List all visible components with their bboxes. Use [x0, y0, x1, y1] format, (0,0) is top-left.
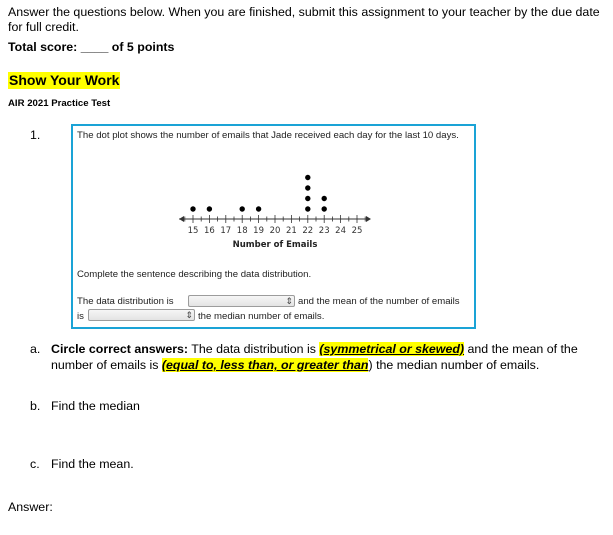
- tick-label: 15: [187, 226, 199, 236]
- question-box: [71, 124, 476, 329]
- show-work-heading: Show Your Work: [9, 72, 120, 88]
- score-suffix: of 5 points: [111, 40, 175, 54]
- data-dot: [305, 175, 310, 180]
- tick-label: 22: [302, 226, 314, 236]
- part-a: [51, 341, 611, 373]
- distribution-dropdown[interactable]: [188, 295, 295, 307]
- tick-label: 23: [318, 226, 330, 236]
- data-dot: [305, 206, 310, 211]
- data-dot: [240, 206, 245, 211]
- mean-comparison-dropdown[interactable]: [88, 309, 195, 321]
- part-c-letter: c.: [30, 457, 40, 471]
- sentence-part2: and the mean of the number of emails: [298, 296, 460, 307]
- tick-label: 17: [220, 226, 232, 236]
- data-dot: [305, 185, 310, 190]
- data-dot: [322, 196, 327, 201]
- dropdown-arrow-icon: ⇕: [285, 296, 293, 306]
- dropdown-arrow-icon: ⇕: [185, 310, 193, 320]
- tick-label: 20: [269, 226, 281, 236]
- part-c-text: Find the mean.: [51, 457, 134, 471]
- tick-label: 16: [203, 226, 215, 236]
- axis-left-arrow-icon: [179, 216, 184, 222]
- part-a-label: Circle correct answers:: [51, 342, 189, 356]
- question-number: 1.: [30, 128, 41, 142]
- tick-label: 19: [253, 226, 265, 236]
- data-dot: [190, 206, 195, 211]
- part-a-text3: of emails is: [96, 358, 159, 372]
- answer-label: Answer:: [8, 500, 53, 514]
- x-axis-label: Number of Emails: [232, 240, 318, 250]
- score-label: Total score:: [8, 40, 78, 54]
- tick-label: 21: [285, 226, 297, 236]
- choice-symmetrical-skewed[interactable]: (symmetrical or skewed): [319, 342, 465, 356]
- choice-equal-less-greater[interactable]: (equal to, less than, or greater than: [161, 358, 369, 372]
- sentence-part4: the median number of emails.: [198, 311, 325, 322]
- sentence-part1: The data distribution is: [77, 296, 174, 307]
- data-dot: [256, 206, 261, 211]
- part-a-letter: a.: [30, 342, 41, 356]
- data-dot: [322, 206, 327, 211]
- part-a-text2: and the mean of the number: [51, 342, 578, 372]
- question-prompt: The dot plot shows the number of emails that Jade received each day for the last 10 days.: [77, 130, 459, 141]
- tick-label: 18: [236, 226, 248, 236]
- data-dot: [207, 206, 212, 211]
- part-a-text1: The data distribution is: [191, 342, 316, 356]
- tick-label: 24: [335, 226, 347, 236]
- score-blank: ____: [80, 40, 109, 54]
- axis-right-arrow-icon: [366, 216, 371, 222]
- test-name: AIR 2021 Practice Test: [8, 98, 111, 109]
- total-score: [8, 40, 174, 54]
- sentence-part3: is: [77, 311, 84, 322]
- data-dot: [305, 196, 310, 201]
- tick-label: 25: [351, 226, 363, 236]
- dot-plot: [177, 171, 383, 251]
- complete-instruction: Complete the sentence describing the data distribution.: [77, 269, 312, 280]
- instructions: Answer the questions below. When you are finished, submit this assignment to your teacher by the due date for full credit.: [8, 5, 600, 34]
- part-a-close-paren: ): [368, 358, 373, 372]
- part-b-letter: b.: [30, 399, 41, 413]
- part-b-text: Find the median: [51, 399, 140, 413]
- part-a-text4: the median number of emails.: [376, 358, 540, 372]
